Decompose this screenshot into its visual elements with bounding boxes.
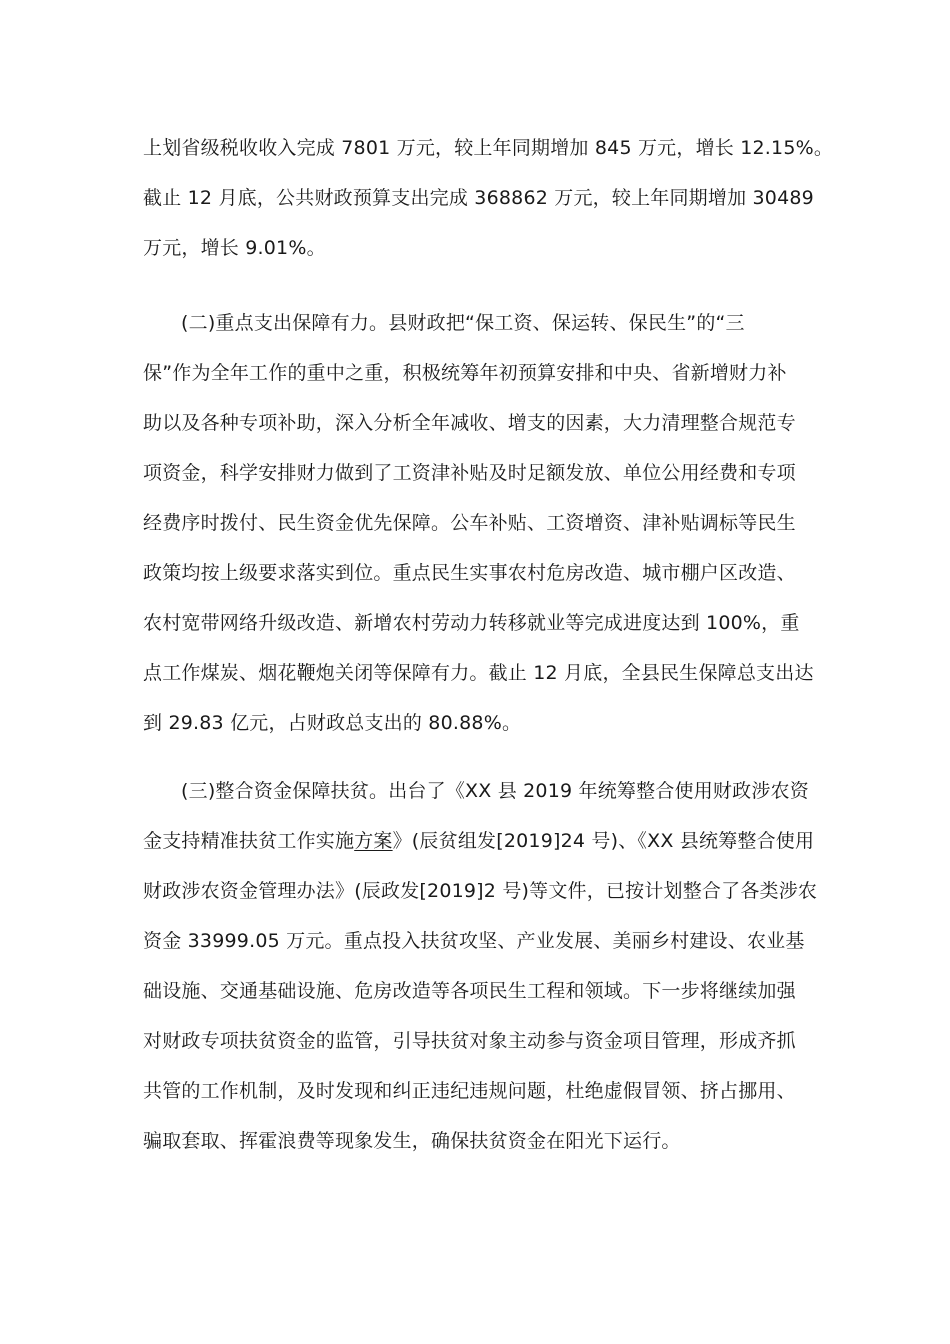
text-line: 截止 12 月底，公共财政预算支出完成 368862 万元，较上年同期增加 30489 <box>143 187 814 209</box>
text-segment: 》(辰贫组发[2019]24 号)、《XX 县统筹整合使用 <box>392 830 815 852</box>
text-line: 万元，增长 9.01%。 <box>143 237 326 259</box>
text-line: 骗取套取、挥霍浪费等现象发生，确保扶贫资金在阳光下运行。 <box>143 1130 681 1152</box>
text-line: (三)整合资金保障扶贫。出台了《XX 县 2019 年统筹整合使用财政涉农资 <box>181 780 809 802</box>
text-line: 保”作为全年工作的重中之重，积极统筹年初预算安排和中央、省新增财力补 <box>143 362 787 384</box>
underlined-text: 方案 <box>354 830 393 852</box>
text-line: 共管的工作机制，及时发现和纠正违纪违规问题，杜绝虚假冒领、挤占挪用、 <box>143 1080 796 1102</box>
text-line: 础设施、交通基础设施、危房改造等各项民生工程和领域。下一步将继续加强 <box>143 980 796 1002</box>
text-line-with-link <box>143 816 813 866</box>
text-line: 政策均按上级要求落实到位。重点民生实事农村危房改造、城市棚户区改造、 <box>143 562 796 584</box>
paragraph-poverty-funds <box>143 766 818 1166</box>
text-line: 助以及各种专项补助，深入分析全年减收、增支的因素，大力清理整合规范专 <box>143 412 796 434</box>
text-line: 到 29.83 亿元，占财政总支出的 80.88%。 <box>143 712 522 734</box>
text-line: 点工作煤炭、烟花鞭炮关闭等保障有力。截止 12 月底，全县民生保障总支出达 <box>143 662 814 684</box>
text-line: 对财政专项扶贫资金的监管，引导扶贫对象主动参与资金项目管理，形成齐抓 <box>143 1030 796 1052</box>
text-line: 资金 33999.05 万元。重点投入扶贫攻坚、产业发展、美丽乡村建设、农业基 <box>143 930 805 952</box>
text-segment: 金支持精准扶贫工作实施 <box>143 830 355 852</box>
paragraph-revenue-expenditure <box>143 123 834 273</box>
text-line: 上划省级税收收入完成 7801 万元，较上年同期增加 845 万元，增长 12.15%。 <box>143 137 834 159</box>
text-line: (二)重点支出保障有力。县财政把“保工资、保运转、保民生”的“三 <box>181 312 745 334</box>
text-line: 农村宽带网络升级改造、新增农村劳动力转移就业等完成进度达到 100%，重 <box>143 612 800 634</box>
text-line: 经费序时拨付、民生资金优先保障。公车补贴、工资增资、津补贴调标等民生 <box>143 512 796 534</box>
text-line: 项资金，科学安排财力做到了工资津补贴及时足额发放、单位公用经费和专项 <box>143 462 796 484</box>
text-line: 财政涉农资金管理办法》(辰政发[2019]2 号)等文件，已按计划整合了各类涉农 <box>143 880 818 902</box>
paragraph-key-expenditure <box>143 298 813 748</box>
